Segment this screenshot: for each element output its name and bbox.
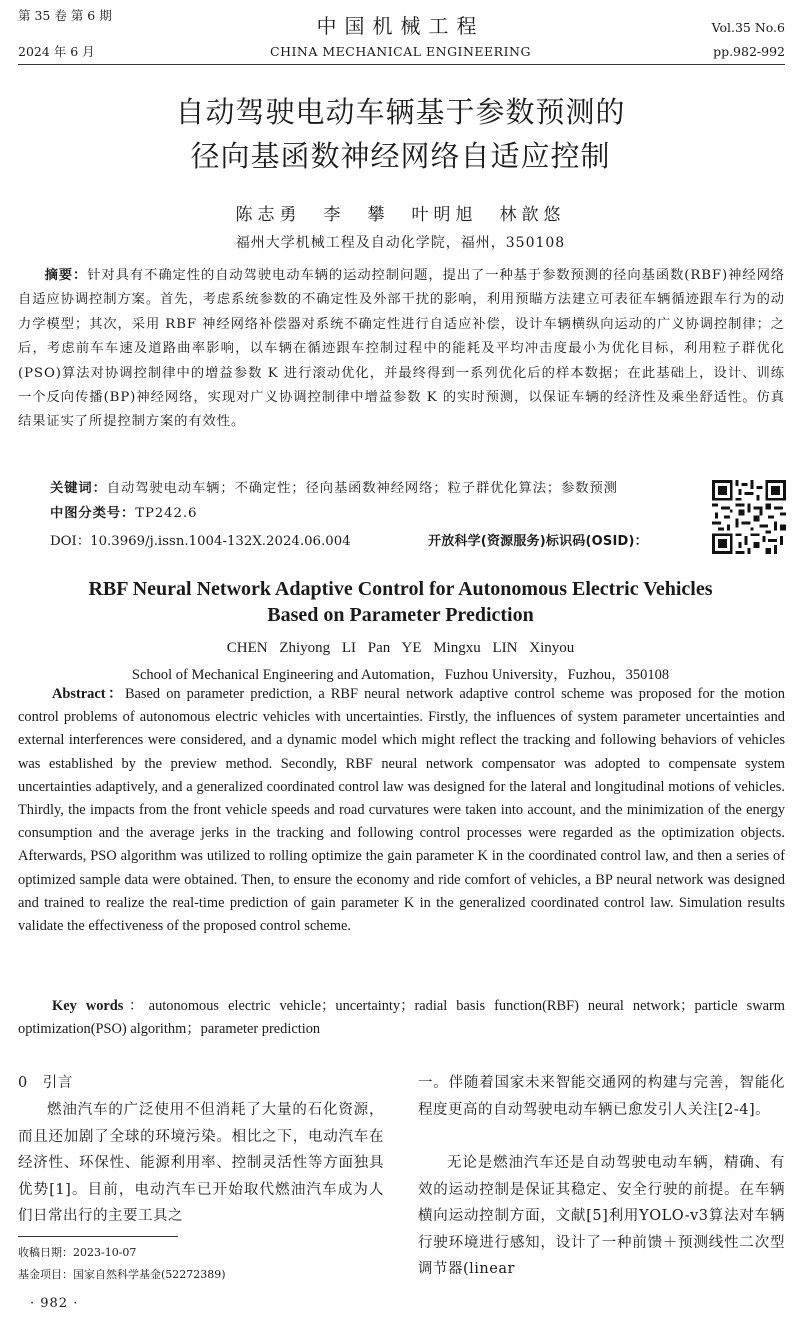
fund-info: 基金项目：国家自然科学基金(52272389) [18,1268,226,1281]
keywords-en-label: Key words [52,998,124,1014]
abstract-en-text: Based on parameter prediction, a RBF neural network adaptive control scheme was proposed for the motion control problems of autonomous electric vehicles with uncertainties. Firstly, the influences of system parameter uncertainties and external interferences were considered, and a dynamic model which might reflect the tracking and following behaviors of vehicles was established by the preview method. Secondly, RBF neural network compensator was adopted to compensate system uncertainties adaptively, and a generalized coordinated control law was designed for the lateral and longitudinal motions of vehicles. Thirdly, the impacts from the front vehicle speeds and road curvatures were taken into account, and the minimization of the energy consumption and the average jerks in the tracking and following control processes were regarded as the optimization objects. Afterwards, PSO algorithm was utilized to rolling optimize the gain parameter K in the coordinated control law, and then a series of optimized sample data were obtained. Then, to ensure the economy and ride comfort of vehicles, a BP neural network was designed and trained to realize the real-time prediction of gain parameter K in the generalized coordinated control law. Simulation results validate the effectiveness of the proposed control scheme. [18,686,785,935]
abstract-cn [18,264,785,435]
body-left-paragraph: 燃油汽车的广泛使用不但消耗了大量的石化资源，而且还加剧了全球的环境污染。相比之下，电动汽车在经济性、环保性、能源利用率、控制灵活性等方面独具优势[1]。目前，电动汽车已开始取代燃油汽车成为人们日常出行的主要工具之 [18,1102,384,1224]
keywords-cn-text: 自动驾驶电动车辆；不确定性；径向基函数神经网络；粒子群优化算法；参数预测 [106,481,618,496]
clc-code: TP242.6 [135,506,198,521]
keywords-cn-label: 关键词： [50,481,107,496]
abstract-cn-label: 摘要： [44,268,88,283]
clc-line [50,502,450,526]
journal-name-cn: 中国机械工程 [316,14,485,38]
abstract-cn-text: 针对具有不确定性的自动驾驶电动车辆的运动控制问题，提出了一种基于参数预测的径向基函数(RBF)神经网络自适应协调控制方案。首先，考虑系统参数的不确定性及外部干扰的影响，利用预瞄方法建立可表征车辆循迹跟车行为的动力学模型；其次，采用 RBF 神经网络补偿器对系统不确定性进行自适应补偿，设计车辆横纵向运动的广义协调控制律；之后，考虑前车车速及道路曲率影响，以车辆在循迹跟车控制过程中的能耗及平均冲击度最小为优化目标，利用粒子群优化(PSO)算法对协调控制律中的增益参数 K 进行滚动优化，并最终得到一系列优化后的样本数据；在此基础上，设计、训练一个反向传播(BP)神经网络，实现对广义协调控制律中增益参数 K 的实时预测，以保证车辆的经济性及乘坐舒适性。仿真结果证实了所提控制方案的有效性。 [18,268,785,430]
header-rule [18,64,785,65]
qr-code-icon [712,480,786,554]
keywords-en [18,995,785,1041]
page-number: · 982 · [30,1296,79,1311]
journal-name-en: CHINA MECHANICAL ENGINEERING [270,44,531,59]
journal-pages: pp.982-992 [713,44,785,59]
received-date: 收稿日期：2023-10-07 [18,1246,137,1259]
section-heading-introduction: 0 引言 [18,1075,73,1091]
abstract-en-label: Abstract： [52,686,125,702]
affiliation-cn: 福州大学机械工程及自动化学院，福州，350108 [235,235,566,251]
affiliation-en: School of Mechanical Engineering and Automation，Fuzhou University，Fuzhou，350108 [131,667,670,683]
title-cn-line2: 径向基函数神经网络自适应控制 [190,139,611,173]
title-cn-line1: 自动驾驶电动车辆基于参数预测的 [175,95,626,129]
footnote-rule [18,1236,178,1237]
osid-label: 开放科学(资源服务)标识码(OSID)： [428,534,648,549]
authors-en: CHEN Zhiyong LI Pan YE Mingxu LIN Xinyou [226,640,575,656]
journal-date: 2024 年 6 月 [18,44,95,59]
title-en-line2: Based on Parameter Prediction [267,604,534,626]
clc-label: 中图分类号： [50,506,136,521]
body-right-paragraph-2: 无论是燃油汽车还是自动驾驶电动车辆，精确、有效的运动控制是保证其稳定、安全行驶的前提。在车辆横向运动控制方面，文献[5]利用YOLO-v3算法对车辆行驶环境进行感知，设计了一种前馈＋预测线性二次型调节器(linear [418,1155,785,1277]
title-en-line1: RBF Neural Network Adaptive Control for Autonomous Electric Vehicles [88,578,713,600]
doi: DOI：10.3969/j.issn.1004-132X.2024.06.004 [50,534,351,549]
authors-cn: 陈志勇 李 攀 叶明旭 林歆悠 [235,205,566,225]
journal-volume-en: Vol.35 No.6 [711,20,785,35]
keywords-en-text: ：autonomous electric vehicle；uncertainty；radial basis function(RBF) neural network；particle swarm optimization(PSO) algorithm；parameter prediction [18,998,785,1038]
keywords-cn [50,477,710,501]
abstract-en [18,683,785,938]
body-right-paragraph-1: 一。伴随着国家未来智能交通网的构建与完善，智能化程度更高的自动驾驶电动车辆已愈发引人关注[2-4]。 [418,1075,785,1118]
journal-volume: 第 35 卷 第 6 期 [18,8,112,23]
